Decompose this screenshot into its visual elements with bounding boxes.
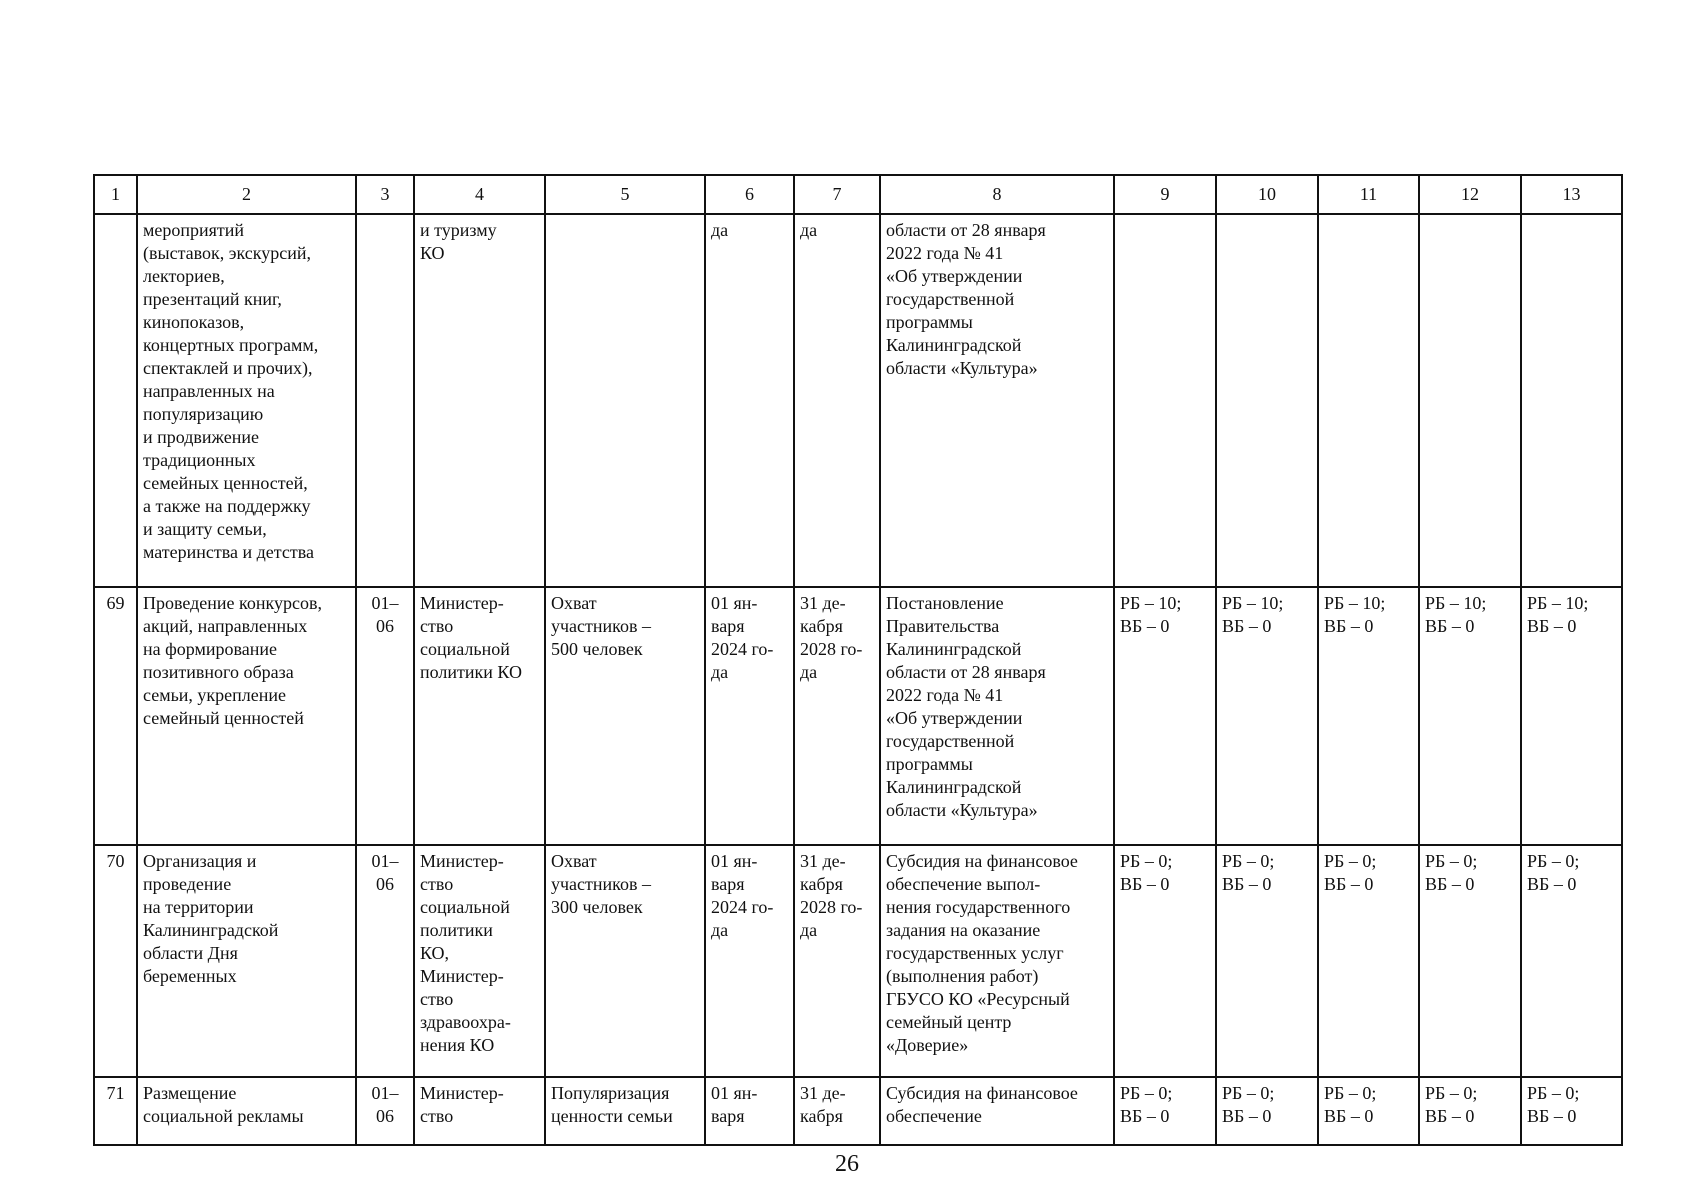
indicator-text: Охват участников – 500 человек (551, 593, 651, 659)
funding-year-cell (1318, 587, 1419, 845)
table-row (94, 1077, 1622, 1145)
indicator-text: Охват участников – 300 человек (551, 851, 651, 917)
executor-cell (414, 214, 545, 587)
start-date-cell (705, 845, 794, 1077)
funding-amount: РБ – 0; ВБ – 0 (1120, 1083, 1173, 1126)
column-header: 10 (1216, 175, 1318, 214)
funding-year-cell (1216, 1077, 1318, 1145)
indicator-text: Популяризация ценности семьи (551, 1083, 673, 1126)
executor-cell (414, 1077, 545, 1145)
funding-amount: РБ – 10; ВБ – 0 (1425, 593, 1487, 636)
end-date-cell (794, 587, 880, 845)
page-number: 26 (835, 1151, 859, 1177)
event-cell (137, 845, 356, 1077)
funding-source-text: Постановление Правительства Калининградской области от 28 января 2022 года № 41 «Об утверждении государственной программы Калининградской области «Культура» (886, 593, 1046, 820)
funding-year-cell (1419, 845, 1521, 1077)
row-number-cell (94, 214, 137, 587)
funding-amount: РБ – 0; ВБ – 0 (1222, 851, 1275, 894)
indicator-cell (545, 214, 705, 587)
event-text: Проведение конкурсов, акций, направленных на формирование позитивного образа семьи, укрепление семейный ценностей (143, 593, 322, 728)
row-number: 71 (106, 1083, 125, 1103)
executor-text: Министер- ство социальной политики КО (420, 593, 522, 682)
funding-amount: РБ – 10; ВБ – 0 (1120, 593, 1182, 636)
executor-cell (414, 587, 545, 845)
column-header: 2 (137, 175, 356, 214)
table-row (94, 587, 1622, 845)
event-cell (137, 587, 356, 845)
code-cell (356, 845, 414, 1077)
code-cell (356, 587, 414, 845)
funding-year-cell (1419, 587, 1521, 845)
funding-source-cell (880, 845, 1114, 1077)
start-date-text: 01 ян- варя (711, 1083, 758, 1126)
end-date-cell (794, 214, 880, 587)
code-text: 01– 06 (371, 851, 399, 894)
column-header: 11 (1318, 175, 1419, 214)
start-date-cell (705, 587, 794, 845)
funding-amount: РБ – 0; ВБ – 0 (1425, 1083, 1478, 1126)
column-header: 4 (414, 175, 545, 214)
funding-year-cell (1521, 845, 1622, 1077)
table-row (94, 845, 1622, 1077)
indicator-cell (545, 587, 705, 845)
row-number: 69 (106, 593, 125, 613)
funding-amount: РБ – 0; ВБ – 0 (1527, 1083, 1580, 1126)
header-row (94, 175, 1622, 214)
indicator-cell (545, 845, 705, 1077)
funding-amount: РБ – 0; ВБ – 0 (1120, 851, 1173, 894)
start-date-text: 01 ян- варя 2024 го- да (711, 851, 774, 940)
funding-year-cell (1419, 1077, 1521, 1145)
executor-cell (414, 845, 545, 1077)
event-cell (137, 214, 356, 587)
row-number-cell (94, 587, 137, 845)
funding-amount: РБ – 10; ВБ – 0 (1222, 593, 1284, 636)
funding-year-cell (1114, 845, 1216, 1077)
event-text: Размещение социальной рекламы (143, 1083, 304, 1126)
column-header: 12 (1419, 175, 1521, 214)
table-row (94, 214, 1622, 587)
executor-text: Министер- ство (420, 1083, 504, 1126)
executor-text: и туризму КО (420, 220, 497, 263)
code-cell (356, 214, 414, 587)
column-header: 9 (1114, 175, 1216, 214)
end-date-text: да (800, 220, 818, 240)
event-text: Организация и проведение на территории Калининградской области Дня беременных (143, 851, 279, 986)
funding-year-cell (1216, 845, 1318, 1077)
funding-amount: РБ – 0; ВБ – 0 (1425, 851, 1478, 894)
funding-source-cell (880, 214, 1114, 587)
funding-amount: РБ – 10; ВБ – 0 (1527, 593, 1589, 636)
column-header: 7 (794, 175, 880, 214)
funding-amount: РБ – 0; ВБ – 0 (1324, 851, 1377, 894)
code-text: 01– 06 (371, 1083, 399, 1126)
funding-source-cell (880, 587, 1114, 845)
funding-amount: РБ – 0; ВБ – 0 (1324, 1083, 1377, 1126)
executor-text: Министер- ство социальной политики КО, Министер- ство здравоохра- нения КО (420, 851, 511, 1055)
row-number: 70 (106, 851, 125, 871)
event-cell (137, 1077, 356, 1145)
end-date-cell (794, 845, 880, 1077)
funding-year-cell (1521, 587, 1622, 845)
column-header: 8 (880, 175, 1114, 214)
column-header: 5 (545, 175, 705, 214)
funding-year-cell (1216, 587, 1318, 845)
funding-year-cell (1318, 214, 1419, 587)
row-number-cell (94, 1077, 137, 1145)
funding-year-cell (1521, 1077, 1622, 1145)
start-date-cell (705, 214, 794, 587)
funding-year-cell (1318, 1077, 1419, 1145)
start-date-cell (705, 1077, 794, 1145)
funding-year-cell (1114, 587, 1216, 845)
funding-source-text: Субсидия на финансовое обеспечение выпол- нения государственного задания на оказание государственных услуг (выполнения работ) ГБУСО КО «Ресурсный семейный центр «Доверие» (886, 851, 1078, 1055)
column-header: 3 (356, 175, 414, 214)
funding-amount: РБ – 0; ВБ – 0 (1222, 1083, 1275, 1126)
funding-source-text: Субсидия на финансовое обеспечение (886, 1083, 1078, 1126)
funding-year-cell (1318, 845, 1419, 1077)
funding-amount: РБ – 0; ВБ – 0 (1527, 851, 1580, 894)
event-text: мероприятий (выставок, экскурсий, лекториев, презентаций книг, кинопоказов, концертных программ, спектаклей и прочих), направленных на популяризацию и продвижение традиционных семейных ценностей, а также на поддержку и защиту семьи, материнства и детства (143, 220, 319, 562)
indicator-cell (545, 1077, 705, 1145)
funding-source-text: области от 28 января 2022 года № 41 «Об утверждении государственной программы Калининградской области «Культура» (886, 220, 1046, 378)
column-header: 13 (1521, 175, 1622, 214)
row-number-cell (94, 845, 137, 1077)
funding-amount: РБ – 10; ВБ – 0 (1324, 593, 1386, 636)
end-date-text: 31 де- кабря 2028 го- да (800, 593, 863, 682)
column-header: 6 (705, 175, 794, 214)
end-date-text: 31 де- кабря 2028 го- да (800, 851, 863, 940)
start-date-text: 01 ян- варя 2024 го- да (711, 593, 774, 682)
start-date-text: да (711, 220, 729, 240)
end-date-cell (794, 1077, 880, 1145)
plan-table (93, 174, 1623, 1146)
end-date-text: 31 де- кабря (800, 1083, 846, 1126)
code-cell (356, 1077, 414, 1145)
funding-year-cell (1216, 214, 1318, 587)
funding-year-cell (1419, 214, 1521, 587)
column-header: 1 (94, 175, 137, 214)
funding-source-cell (880, 1077, 1114, 1145)
funding-year-cell (1521, 214, 1622, 587)
code-text: 01– 06 (371, 593, 399, 636)
funding-year-cell (1114, 1077, 1216, 1145)
funding-year-cell (1114, 214, 1216, 587)
